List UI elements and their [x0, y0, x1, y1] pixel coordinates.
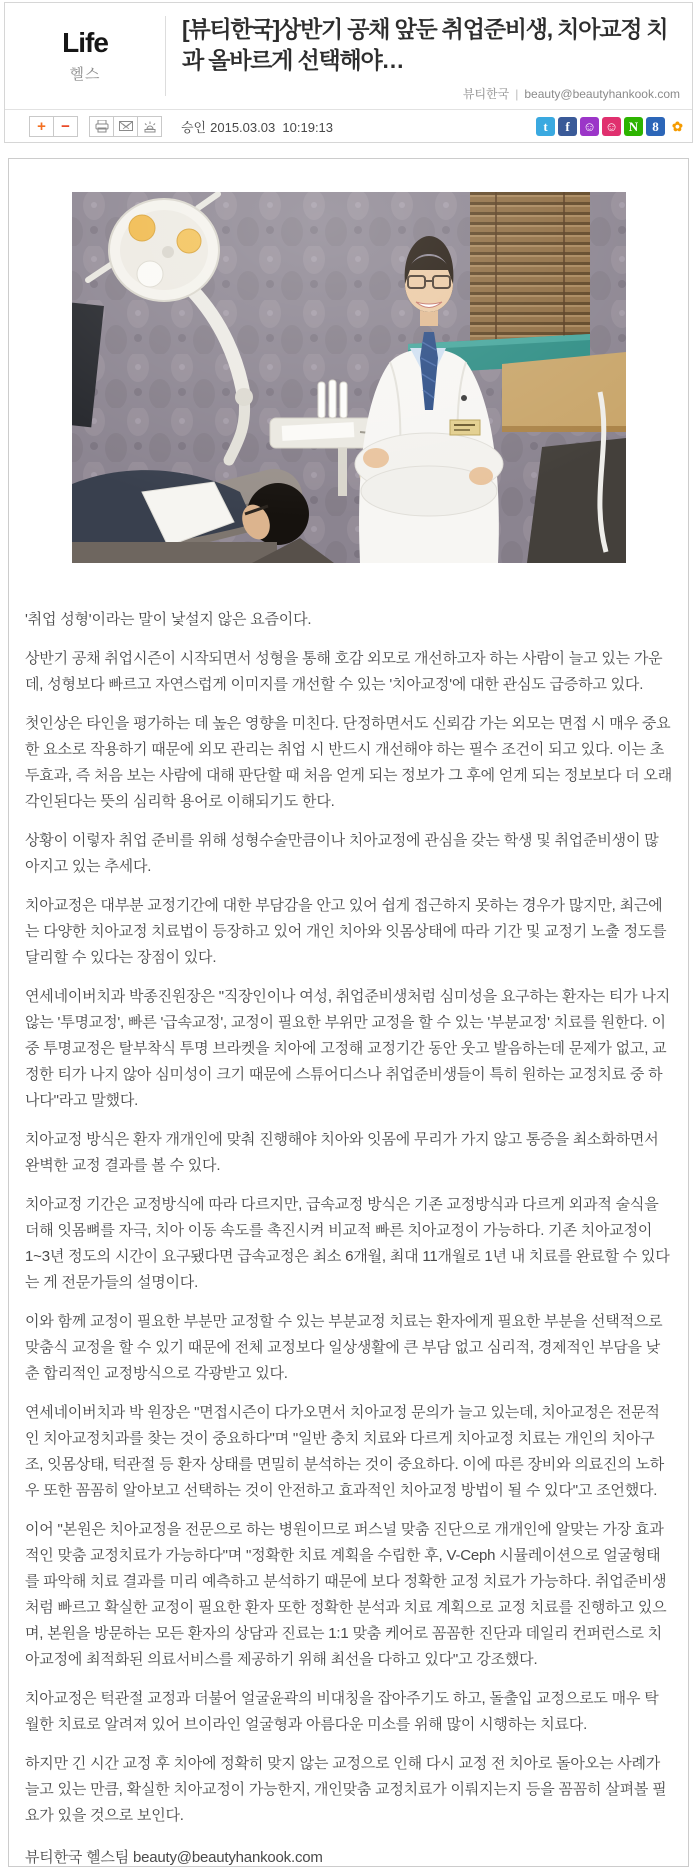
article-paragraph: 이어 "본원은 치아교정을 전문으로 하는 병원이므로 퍼스널 맞춤 진단으로 개개인에 알맞는 가장 효과적인 맞춤 교정치료가 가능하다"며 "정확한 치료 계획을 수립한 후, V-Ceph 시뮬레이션으로 얼굴형태를 파악해 치료 결과를 미리 예측하고 분석하기 때문에 보다 정확한 교정 치료가 가능하다. 취업준비생처럼 빠르고 확실한 교정이 필요한 환자 또한 정확한 분석과 치료 계획으로 교정 치료를 진행하고 있으며, 본원을 방문하는 모든 환자의 상담과 진료는 1:1 맞춤 케어로 꼼꼼한 진단과 데일리 컨퍼런스로 치아교정에 최적화된 의료서비스를 제공하기 위해 최선을 다하고 있다"고 강조했다.: [25, 1521, 667, 1668]
social-google-icon[interactable]: 8: [646, 117, 665, 136]
section-logo-health: 헬스: [69, 66, 101, 83]
approved-label: 승인: [181, 119, 207, 135]
article-toolbar: [5, 109, 692, 142]
article-paragraph: 이와 함께 교정이 필요한 부분만 교정할 수 있는 부분교정 치료는 환자에게 필요한 부분을 선택적으로 맞춤식 교정을 할 수 있기 때문에 전체 교정보다 일상생활에 큰 부담 없고 심리적, 경제적인 부담을 낮춘 합리적인 교정방식으로 각광받고 있다.: [25, 1313, 663, 1382]
section-logo[interactable]: [5, 3, 165, 109]
font-size-buttons: [29, 116, 77, 137]
header-row: [5, 3, 692, 109]
font-larger-button[interactable]: [29, 116, 54, 137]
title-area: [166, 3, 692, 109]
report-button[interactable]: [137, 116, 162, 137]
social-me2day-icon[interactable]: ☺: [580, 117, 599, 136]
article-paragraph: 치아교정은 대부분 교정기간에 대한 부담감을 안고 있어 쉽게 접근하지 못하는 경우가 많지만, 최근에는 다양한 치아교정 치료법이 등장하고 있어 개인 치아와 잇몸상태에 따라 기간 및 교정기 노출 정도를 달리할 수 있다는 장점이 있다.: [25, 897, 667, 966]
social-naver-icon[interactable]: N: [624, 117, 643, 136]
social-facebook-icon[interactable]: f: [558, 117, 577, 136]
byline: [182, 85, 682, 102]
article-footer: 뷰티한국 헬스팀 beauty@beautyhankook.com: [25, 1849, 323, 1866]
article-photo: [72, 192, 626, 563]
byline-source: 뷰티한국: [462, 87, 510, 101]
byline-email[interactable]: beauty@beautyhankook.com: [524, 87, 680, 101]
font-smaller-button[interactable]: [53, 116, 78, 137]
article-header: [4, 2, 693, 143]
article-body: [8, 158, 689, 1867]
social-msn-icon[interactable]: ✿: [668, 117, 687, 136]
printer-icon: [95, 120, 109, 133]
article-paragraph: 치아교정 기간은 교정방식에 따라 다르지만, 급속교정 방식은 기존 교정방식과 다르게 외과적 술식을 더해 잇몸뼈를 자극, 치아 이동 속도를 촉진시켜 비교적 빠른 치아교정이 가능하다. 기존 치아교정이 1~3년 정도의 시간이 요구됐다면 급속교정은 최소 6개월, 최대 11개월로 1년 내 치료를 완료할 수 있다는 게 전문가들의 설명이다.: [25, 1196, 670, 1291]
article-paragraph: 하지만 긴 시간 교정 후 치아에 정확히 맞지 않는 교정으로 인해 다시 교정 전 치아로 돌아오는 사례가 늘고 있는 만큼, 확실한 치아교정이 가능한지, 개인맞춤 교정치료가 이뤄지는지 등을 꼼꼼히 살펴볼 필요가 있을 것으로 보인다.: [25, 1755, 667, 1824]
email-icon: [119, 120, 133, 132]
social-twitter-icon[interactable]: t: [536, 117, 555, 136]
article-paragraph: 치아교정은 턱관절 교정과 더불어 얼굴윤곽의 비대칭을 잡아주기도 하고, 돌출입 교정으로도 매우 탁월한 치료로 알려져 있어 브이라인 얼굴형과 아름다운 미소를 위해 많이 시행하는 치료다.: [25, 1690, 659, 1733]
page-title: [뷰티한국]상반기 공채 앞둔 취업준비생, 치아교정 치과 올바르게 선택해야…: [182, 16, 668, 73]
minus-icon: −: [61, 117, 70, 135]
article-paragraph: 첫인상은 타인을 평가하는 데 높은 영향을 미친다. 단정하면서도 신뢰감 가는 외모는 면접 시 매우 중요한 요소로 작용하기 때문에 외모 관리는 취업 시 반드시 개선해야 하는 필수 조건이 되고 있다. 이는 초두효과, 즉 처음 보는 사람에 대해 판단할 때 처음 얻게 되는 정보가 그 후에 얻게 되는 정보보다 더 오래 각인된다는 뜻의 심리학 용어로 이해되기도 한다.: [25, 715, 672, 810]
approved-value: 2015.03.03 10:19:13: [210, 119, 334, 135]
tool-buttons: [89, 116, 161, 137]
email-button[interactable]: [113, 116, 138, 137]
plus-icon: +: [37, 117, 46, 135]
print-button[interactable]: [89, 116, 114, 137]
social-yozm-icon[interactable]: ☺: [602, 117, 621, 136]
article-paragraph: 치아교정 방식은 환자 개개인에 맞춰 진행해야 치아와 잇몸에 무리가 가지 않고 통증을 최소화하면서 완벽한 교정 결과를 볼 수 있다.: [25, 1131, 659, 1174]
article-paragraphs: [25, 607, 672, 1829]
social-share-bar: [536, 117, 687, 136]
siren-icon: [143, 120, 157, 133]
byline-separator: |: [515, 87, 519, 101]
article-paragraph: 상반기 공채 취업시즌이 시작되면서 성형을 통해 호감 외모로 개선하고자 하는 사람이 늘고 있는 가운데, 성형보다 빠르고 자연스럽게 이미지를 개선할 수 있는 '치아교정'에 대한 관심도 급증하고 있다.: [25, 650, 663, 693]
article-paragraph: '취업 성형'이라는 말이 낯설지 않은 요즘이다.: [25, 611, 312, 628]
article-paragraph: 상황이 이렇자 취업 준비를 위해 성형수술만큼이나 치아교정에 관심을 갖는 학생 및 취업준비생이 많아지고 있는 추세다.: [25, 832, 659, 875]
approved-datetime: [181, 117, 333, 136]
section-logo-life: Life: [62, 27, 108, 58]
article-paragraph: 연세네이버치과 박종진원장은 "직장인이나 여성, 취업준비생처럼 심미성을 요구하는 환자는 티가 나지 않는 '투명교정', 빠른 '급속교정', 교정이 필요한 부위만 교정을 할 수 있는 '부분교정' 치료를 원한다. 이중 투명교정은 탈부착식 투명 브라켓을 치아에 고정해 교정기간 동안 웃고 발음하는데 문제가 없고, 교정한 티가 나지 않아 심미성이 크기 때문에 스튜어디스나 취업준비생들이 특히 원하는 교정치료 중 하나다"라고 말했다.: [25, 988, 670, 1109]
article-paragraph: 연세네이버치과 박 원장은 "면접시즌이 다가오면서 치아교정 문의가 늘고 있는데, 치아교정은 전문적인 치아교정치과를 찾는 것이 중요하다"며 "일반 충치 치료와 다르게 치아교정 치료는 개인의 치아구조, 잇몸상태, 턱관절 등 환자 상태를 면밀히 분석하는 것이 중요하다. 이에 따른 장비와 의료진의 노하우 또한 꼼꼼히 알아보고 선택하는 것이 안전하고 효과적인 치아교정 방법이 될 수 있다"고 조언했다.: [25, 1404, 665, 1499]
